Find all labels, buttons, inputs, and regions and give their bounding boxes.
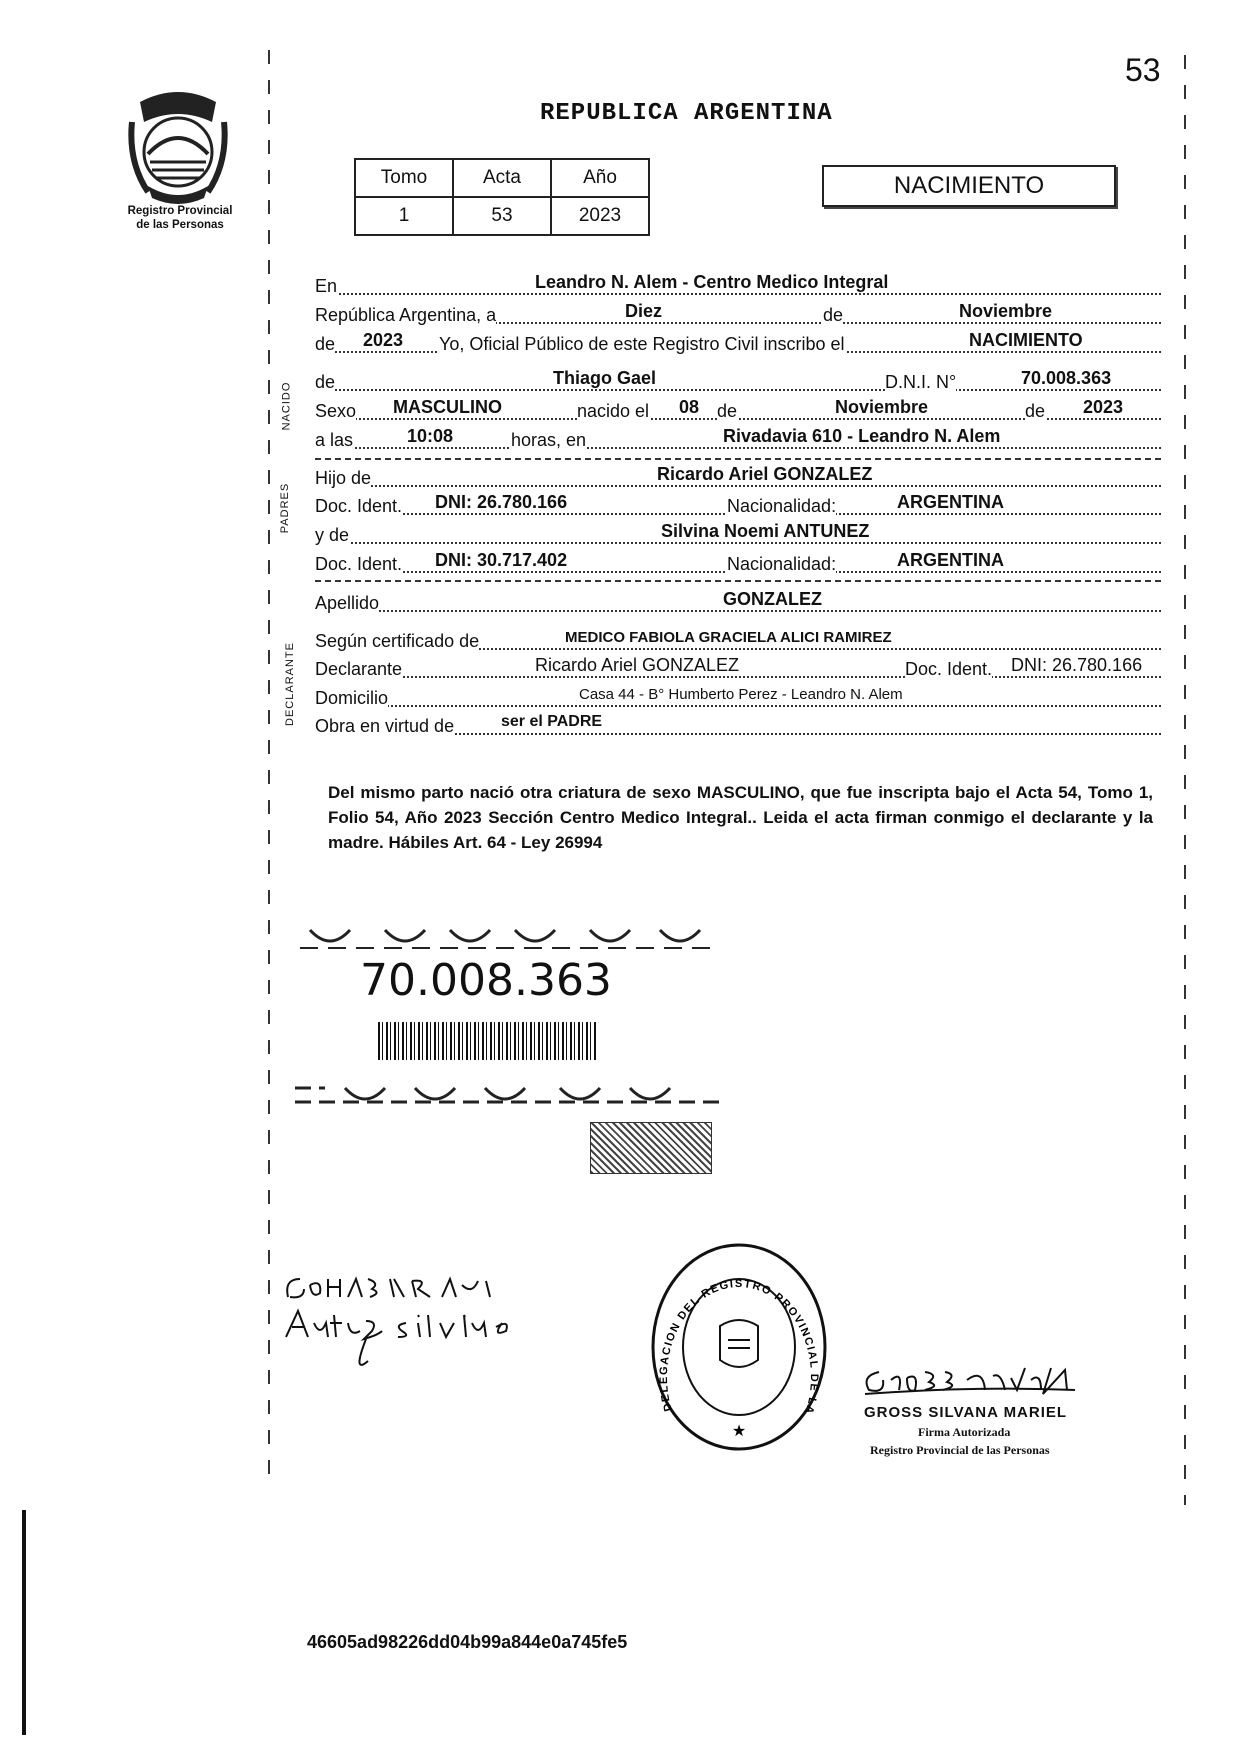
margin-line-right [1184, 55, 1186, 1505]
label-de-nombre: de [315, 372, 336, 392]
row-certificado [315, 627, 1161, 655]
document-title: REPUBLICA ARGENTINA [540, 100, 833, 127]
seal-emblem-icon [118, 82, 238, 207]
label-nacionalidad-madre: Nacionalidad: [727, 554, 837, 574]
row-nombre [315, 368, 1161, 396]
official-stamp [648, 1240, 830, 1455]
value-declarante-doc: DNI: 26.780.166 [1011, 655, 1143, 675]
official-registry: Registro Provincial de las Personas [870, 1443, 1050, 1457]
value-lugar-nac: Rivadavia 610 - Leandro N. Alem [723, 426, 1001, 446]
sticker-guilloche-bottom [285, 1080, 730, 1116]
label-obra: Obra en virtud de [315, 716, 455, 736]
margin-line-left [268, 50, 270, 1480]
registration-table [354, 158, 650, 236]
section-label-nacido: NACIDO [280, 381, 293, 431]
scan-edge-bar [22, 1510, 26, 1735]
value-sexo: MASCULINO [393, 397, 502, 417]
value-padre: Ricardo Ariel GONZALEZ [657, 464, 873, 484]
label-declarante: Declarante [315, 659, 403, 679]
value-tomo: 1 [355, 197, 453, 235]
label-doc-declarante: Doc. Ident. [905, 659, 993, 679]
row-inscripcion [315, 330, 1161, 358]
label-de-anio: de [315, 334, 336, 354]
value-lugar: Leandro N. Alem - Centro Medico Integral [535, 272, 889, 292]
stamp-text: DELEGACION DEL REGISTRO PROVINCIAL DE LA [657, 1278, 821, 1417]
registry-caption-line1: Registro Provincial [127, 205, 233, 217]
value-nac-anio: 2023 [1083, 397, 1124, 417]
section-label-declarante: DECLARANTE [283, 642, 296, 726]
value-declarante: Ricardo Ariel GONZALEZ [535, 655, 740, 675]
act-type-box: NACIMIENTO [822, 165, 1116, 207]
label-nacido-el: nacido el [577, 401, 650, 421]
header-anio: Año [551, 159, 649, 197]
row-padre [315, 464, 1161, 492]
value-nombre: Thiago Gael [553, 368, 657, 388]
label-nacionalidad-padre: Nacionalidad: [727, 496, 837, 516]
separator-padres [315, 580, 1161, 582]
registry-caption [100, 204, 260, 232]
section-label-padres: PADRES [279, 482, 292, 534]
label-domicilio: Domicilio [315, 688, 389, 708]
official-name: GROSS SILVANA MARIEL [864, 1404, 1068, 1421]
header-tomo: Tomo [355, 159, 453, 197]
row-fecha-acta [315, 301, 1161, 329]
value-hora: 10:08 [407, 426, 454, 446]
svg-text:DELEGACION DEL REGISTRO PROVIN [648, 1240, 820, 1416]
value-padre-nac: ARGENTINA [897, 492, 1004, 512]
value-madre-nac: ARGENTINA [897, 550, 1004, 570]
value-padre-doc: DNI: 26.780.166 [435, 492, 568, 512]
value-dia: Diez [625, 301, 663, 321]
value-domicilio: Casa 44 - B° Humberto Perez - Leandro N. Alem [579, 686, 903, 703]
header-acta: Acta [453, 159, 551, 197]
row-apellido [315, 589, 1161, 617]
row-declarante [315, 655, 1161, 683]
separator-nacido [315, 458, 1161, 460]
value-madre-doc: DNI: 30.717.402 [435, 550, 568, 570]
document-hash: 46605ad98226dd04b99a844e0a745fe5 [307, 1632, 628, 1652]
label-doc-madre: Doc. Ident. [315, 554, 403, 574]
sticker-dni-number: 70.008.363 [360, 955, 612, 1006]
row-obra [315, 712, 1161, 740]
value-madre: Silvina Noemi ANTUNEZ [661, 521, 870, 541]
row-hora [315, 426, 1161, 454]
sticker-guilloche-top [290, 918, 730, 956]
declarant-signatures [282, 1265, 582, 1375]
row-lugar [315, 272, 1161, 300]
label-y-de: y de [315, 525, 350, 545]
row-sexo [315, 397, 1161, 425]
row-madre-doc [315, 550, 1161, 578]
svg-text:★: ★ [731, 1421, 747, 1440]
label-certificado: Según certificado de [315, 631, 480, 651]
label-hijo-de: Hijo de [315, 468, 372, 488]
label-de-mes: de [823, 305, 844, 325]
page-number: 53 [1125, 52, 1161, 88]
row-madre [315, 521, 1161, 549]
label-a-las: a las [315, 430, 354, 450]
official-title: Firma Autorizada [918, 1425, 1011, 1439]
value-dni: 70.008.363 [1021, 368, 1112, 388]
row-padre-doc [315, 492, 1161, 520]
value-apellido: GONZALEZ [723, 589, 822, 609]
label-inscribo: Yo, Oficial Público de este Registro Civil inscribo el [439, 334, 845, 354]
barcode [378, 1022, 598, 1060]
observations-note: Del mismo parto nació otra criatura de sexo MASCULINO, que fue inscripta bajo el Acta 54, Tomo 1, Folio 54, Año 2023 Sección Centro Medico Integral.. Leida el acta firman conmigo el declarante y la madre. Hábiles Art. 64 - Ley 26994 [328, 783, 1153, 852]
label-dni: D.N.I. N° [885, 372, 957, 392]
value-nac-dia: 08 [679, 397, 700, 417]
label-horas-en: horas, en [511, 430, 587, 450]
value-anio-acta: 2023 [363, 330, 404, 350]
row-domicilio [315, 684, 1161, 712]
province-seal-logo [118, 82, 238, 207]
label-de-nac-mes: de [717, 401, 738, 421]
security-hologram [590, 1122, 712, 1174]
label-sexo: Sexo [315, 401, 357, 421]
value-tipo: NACIMIENTO [969, 330, 1083, 350]
label-doc-padre: Doc. Ident. [315, 496, 403, 516]
value-mes: Noviembre [959, 301, 1053, 321]
official-signature [855, 1350, 1175, 1405]
label-de-nac-anio: de [1025, 401, 1046, 421]
value-obra: ser el PADRE [501, 713, 603, 730]
value-anio: 2023 [551, 197, 649, 235]
label-republica: República Argentina, a [315, 305, 497, 325]
value-nac-mes: Noviembre [835, 397, 929, 417]
registry-caption-line2: de las Personas [136, 219, 224, 231]
value-certificado: MEDICO FABIOLA GRACIELA ALICI RAMIREZ [565, 629, 892, 646]
label-en: En [315, 276, 338, 296]
value-acta: 53 [453, 197, 551, 235]
label-apellido: Apellido [315, 593, 380, 613]
